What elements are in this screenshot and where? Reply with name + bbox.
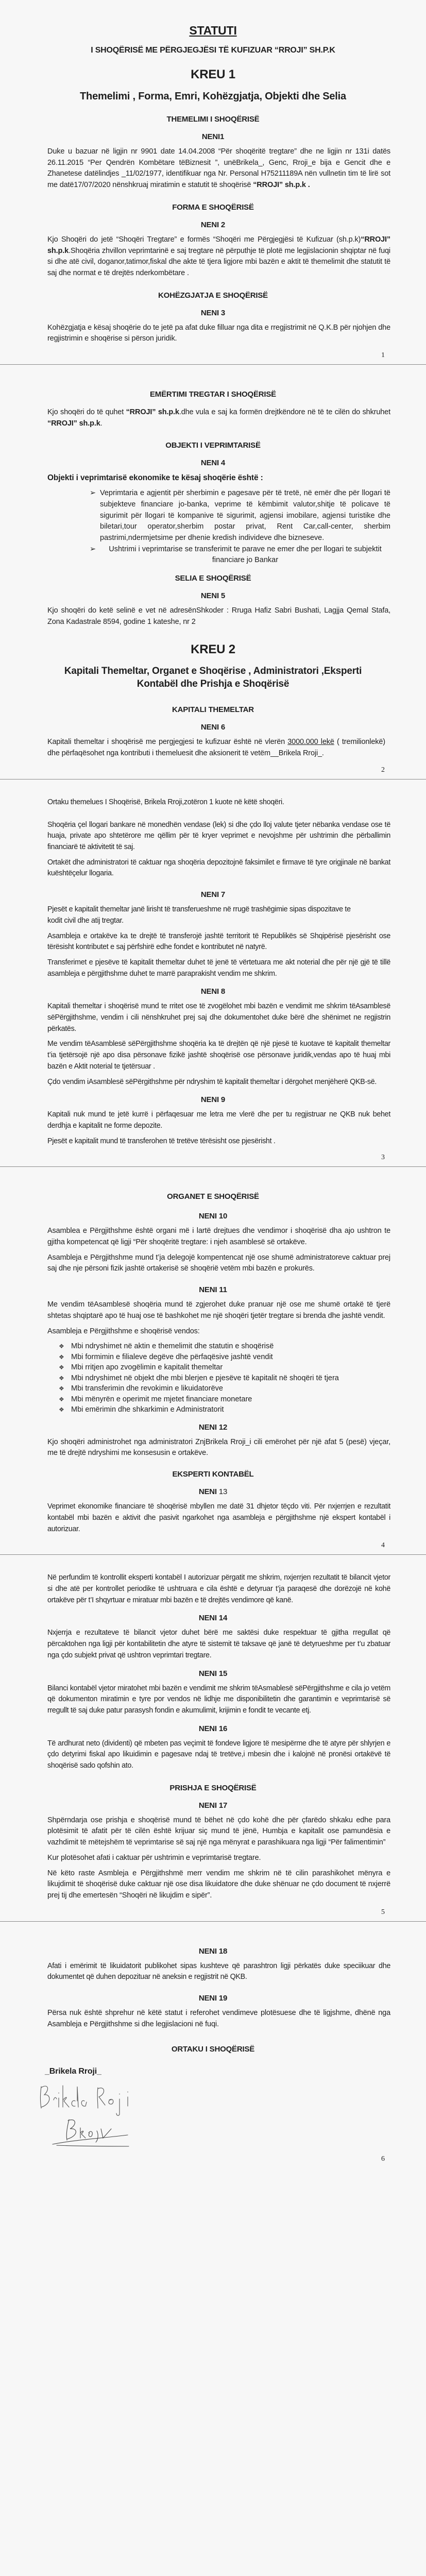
article-number: NENI 11: [199, 1285, 227, 1295]
list-item: [59, 1352, 405, 1363]
chapter-title: KREU 2: [191, 642, 235, 657]
list-item: [90, 488, 390, 544]
diamond-bullet-icon: ❖: [59, 1406, 64, 1414]
arrow-bullet-icon: ➢: [90, 489, 96, 498]
page-6: [0, 1921, 426, 2168]
article-paragraph: Ortakët dhe administratori të caktuar nga shoqëria depozitojnë faksimilet e firmave të tyre origjinale në bankat kuështëçelur llogaria.: [47, 858, 390, 878]
article-number: [0, 1487, 426, 1497]
diamond-bullet-icon: ❖: [59, 1395, 64, 1403]
article-number: NENI1: [201, 132, 225, 141]
diamond-bullet-icon: ❖: [59, 1353, 64, 1361]
article-number: NENI 5: [200, 591, 226, 601]
diamond-bullet-icon: ❖: [59, 1364, 64, 1371]
page-3: [0, 779, 426, 1166]
paragraph-text: .: [100, 419, 103, 428]
article-number: NENI 2: [200, 220, 226, 229]
company-name: “RROJI” sh.p.k: [47, 235, 390, 255]
activity-list: [90, 488, 390, 566]
article-paragraph: Kapitali nuk mund te jetë kurrë i përfaqesuar me letra me vlerë dhe per tu regjistruar ne QKB nuk behet derdhja e kapitalit ne forme depozite.: [47, 1110, 390, 1130]
page-number: 2: [381, 766, 385, 774]
assembly-decisions-list: [59, 1341, 405, 1415]
list-item-text: Mbi ndryshimet në aktin e themelimit dhe statutin e shoqërisë: [71, 1342, 274, 1351]
article-num: 13: [218, 1487, 228, 1497]
list-item-text: Mbi emërimin dhe shkarkimin e Administratorit: [71, 1405, 224, 1414]
list-item-text: Mbi rritjen apo zvogëlimin e kapitalit themeltar: [71, 1363, 223, 1372]
capital-amount: 3000.000 lekë: [287, 738, 334, 747]
article-paragraph: Çdo vendim iAsamblesë sëPërgithshme për ndryshim të kapitalit themeltar i dërgohet menjëherë QKB-së.: [47, 1077, 377, 1086]
article-paragraph: Kjo shoqëri do ketë selinë e vet në adresënShkoder : Rruga Hafiz Sabri Bushati, Lagjja Qemal Stafa, Zona Kadastrale 8594, godine 1 kateshe, nr 2: [47, 606, 390, 626]
page-4: [0, 1166, 426, 1554]
article-paragraph: Përsa nuk është shprehur në këtë statut i referohet vendimeve plotësuese dhe të ligjshme, dhënë nga Asambleja e Përgjithshme si dhe legjislacioni në fuqi.: [47, 2009, 390, 2028]
chapter-subtitle: Kapitali Themeltar, Organet e Shoqërise , Administratori ,Eksperti Kontabël dhe Prishja e Shoqërisë: [64, 666, 362, 690]
signature-initials: [52, 2117, 134, 2148]
section-heading: SELIA E SHOQËRISË: [175, 574, 251, 583]
paragraph-text: ( tremilionlekë) dhe përfaqësohet nga kontributi i themeluesit dhe aksionerit të vetëm__Brikela Rroji_.: [47, 738, 385, 758]
article-number: NENI 10: [198, 1212, 228, 1221]
list-item: [59, 1341, 405, 1352]
article-paragraph: Me vendim tëAsamblesë sëPërgjithshme shoqëria ka të drejtën që një pjesë të kuotave të kapitalit themeltar t’ia tjetërsojë një apo disa përsonave fizikë jashtë shoqërisë ose përsonave juridik,vendas apo të huaj mbi bazën e Aktit noterial te tjetërsuar .: [47, 1040, 390, 1071]
list-item-text: Ushtrimi i veprimtarise se transferimit te parave ne emer dhe per llogari te subjektit financiare jo Bankar: [109, 545, 382, 565]
spacer: [0, 812, 426, 820]
article-paragraph: [47, 234, 390, 279]
page-number: 5: [381, 1908, 385, 1916]
article-paragraph: Bilanci kontabël vjetor miratohet mbi bazën e vendimit me shkrim tëAsmablesë sëPërgjithshme e cila jo vetëm që dokumenton miratimin e tyre por vendos në lidhje me disponibilitetin dhe garantimin e veprimtarisë së rregullt të saj duke patur parasysh fondin e akumulimit, krijimin e fondit te vecante etj.: [47, 1684, 390, 1715]
article-number: NENI 7: [200, 890, 226, 900]
paragraph-text: Kjo shoqëri do të quhet: [47, 408, 126, 417]
article-paragraph: Kohëzgjatja e kësaj shoqërie do te jetë pa afat duke filluar nga dita e rregjistrimit në Q.K.B për njohjen dhe regjistrimin e shoqërise si përson juridik.: [47, 323, 390, 343]
section-heading: ORTAKU I SHOQËRISË: [171, 2045, 255, 2054]
page-2: [0, 364, 426, 779]
company-name: “RROJI” sh.p.k .: [253, 181, 310, 190]
list-item: [59, 1373, 405, 1384]
article-paragraph: Në këto raste Asmbleja e Përgjithshmë merr vendim me shkrim në të cilin parashikohet mënyra e likujdimit të shoqërisë duke caktuar një ose disa likuidatore dhe duke shënuar ne çdo document të nxjerrë prej tij dhe emertesën “Shoqëri në likujdim e sipër”.: [47, 1869, 390, 1900]
list-item-text: Veprimtaria e agjentit për sherbimin e pagesave për të tretë, në emër dhe për llogari të subjekteve financiare jo-banka, veprime të këmbimit valutor,shitje të policave të sigurimit për llogari të kompanive të sigurimit, agjensi imobilare, agjensi turistike dhe biletari,tour operator,sherbim postar privat, Rent Car,call-center, sherbim pastrimi,ndermjetsime per dhenie kredish individeve dhe bizneseve.: [100, 489, 390, 542]
article-number: NENI 15: [198, 1669, 228, 1678]
article-number: NENI 9: [200, 1095, 226, 1105]
article-paragraph: Afati i emërimit të likuidatorit publikohet sipas kushteve që parashtron ligji përkatës duke speciikuar dhe dokumentet që duhen depozituar në aneksin e regjistrit në QKB.: [47, 1961, 390, 1981]
list-item: [59, 1362, 405, 1373]
section-heading: EMËRTIMI TREGTAR I SHOQËRISË: [150, 390, 276, 399]
diamond-bullet-icon: ❖: [59, 1374, 64, 1382]
article-number: NENI 12: [198, 1422, 228, 1432]
page-number: 1: [381, 351, 385, 360]
article-paragraph: [47, 407, 390, 429]
page-number: 3: [381, 1154, 385, 1162]
page-5: [0, 1554, 426, 1921]
paragraph-text: .Shoqëria zhvillon veprimtarinë e saj tregtare në përputhje të plotë me legjislacionin shqiptar në fuqi si dhe atë civil, doganor,tatimor,fiskal dhe akte të tjera ligjore mbi bazën e aktit të themelimit dhe statutit të saj dhe normat e të drejtës nderkombëtare .: [47, 246, 390, 277]
article-paragraph: Asambleja e Përgjithshme e shoqërisë vendos:: [47, 1327, 200, 1335]
chapter-title: KREU 1: [191, 67, 235, 81]
article-paragraph: Në perfundim të kontrollit eksperti kontabël I autorizuar përgatit me shkrim, nxjerrjen rezultatit të bilancit vjetor si dhe atë per kontrollet periodike të ushtruara e cila është e detyruar t’ja paraqesë dhe dorëzojë në kohë ortakëve për t’I shqyrtuar e miratuar mbi bazën e të drejtës vendimore që kanë.: [47, 1573, 390, 1604]
signature-handwritten: [37, 2081, 150, 2117]
section-heading: PRISHJA E SHOQËRISË: [169, 1783, 257, 1792]
page-1: [0, 0, 426, 364]
section-heading: ORGANET E SHOQËRISË: [167, 1192, 259, 1201]
partner-name: _Brikela Rroji_: [45, 2067, 101, 2076]
article-number: NENI 6: [200, 723, 226, 732]
paragraph-text: .dhe vula e saj ka formën drejtkëndore në të te cilën do shkruhet: [179, 408, 390, 417]
chapter-subtitle: Themelimi , Forma, Emri, Kohëzgjatja, Objekti dhe Selia: [80, 91, 346, 102]
article-paragraph: [47, 146, 390, 191]
list-item-text: Mbi ndryshimet në objekt dhe mbi blerjen e pjesëve të kapitalit në shoqëri të tjera: [71, 1374, 339, 1382]
activity-intro: Objekti i veprimtarisë ekonomike te kësaj shoqërie është :: [47, 473, 263, 483]
article-number: NENI 17: [198, 1801, 228, 1810]
article-paragraph: Transferimet e pjesëve të kapitalit themeltar duhet të jenë të vërtetuara me akt noterial dhe për një gjë të tillë asambleja e përgjithshme duhet te marrë paraprakisht vendim me shkrim.: [47, 958, 390, 978]
article-number: NENI 3: [200, 308, 226, 317]
diamond-bullet-icon: ❖: [59, 1343, 64, 1350]
article-number: NENI 14: [198, 1614, 228, 1623]
arrow-bullet-icon: ➢: [90, 545, 96, 553]
article-number: NENI 4: [200, 459, 226, 468]
company-name: “RROJI” sh.p.k: [126, 408, 179, 417]
section-heading: FORMA E SHOQËRISË: [172, 202, 254, 212]
diamond-bullet-icon: ❖: [59, 1385, 64, 1393]
company-name: “RROJI” sh.p.k: [47, 419, 100, 428]
section-heading: THEMELIMI I SHOQËRISË: [166, 115, 260, 124]
section-heading: KAPITALI THEMELTAR: [172, 705, 254, 715]
paragraph-text: Duke u bazuar në ligjin nr 9901 date 14.04.2008 “Për shoqëritë tregtare” dhe ne ligjin nr 131i datës 26.11.2015 “Per Qendrën Kombëtare tëBiznesit ”, unëBrikela_, Genc, Rroji_e bija e Gencit dhe e Zhanetese datëlindjes _11/02/1977, identifikuar nga Nr. Personal H75211189A nën vullnetin tim të lirë sot me datë17/07/2020 nënshkruaj miratimin e statutit të shoqërisë: [47, 147, 390, 190]
page-number: 4: [381, 1541, 385, 1550]
article-paragraph: Kur plotësohet afati i caktuar për ushtrimin e veprimtarisë tregtare.: [47, 1853, 261, 1862]
article-number: NENI 16: [198, 1724, 228, 1733]
document-subtitle: I SHOQËRISË ME PËRGJEGJËSI TË KUFIZUAR “RROJI” SH.P.K: [91, 46, 335, 55]
article-word: NENI: [198, 1487, 217, 1497]
article-paragraph: Ortaku themelues I Shoqërisë, Brikela Rroji,zotëron 1 kuote në këtë shoqëri.: [47, 798, 284, 806]
article-number: NENI 8: [200, 987, 226, 996]
document-title: STATUTI: [189, 24, 237, 37]
section-heading: EKSPERTI KONTABËL: [172, 1470, 254, 1479]
section-heading: OBJEKTI I VEPRIMTARISË: [165, 441, 261, 450]
list-item: [59, 1404, 405, 1415]
paragraph-text: Kapitali themeltar i shoqërisë me pergjegjesi te kufizuar është në vlerën: [47, 738, 288, 747]
article-number: NENI 19: [198, 1994, 228, 2003]
article-paragraph: Me vendim tëAsamblesë shoqëria mund të zgjerohet duke pranuar një ose me shumë ortakë të tjerë shtetas shqiptarë apo të huaj ose të bashkohet me një shoqëri tjetër tregtare si brenda dhe jashtë vendit.: [47, 1300, 390, 1320]
list-item-text: Mbi formimin e filialeve degëve dhe përfaqësive jashtë vendit: [71, 1352, 273, 1361]
article-paragraph: Asamblea e Përgjithshme është organi më i lartë drejtues dhe vendimor i shoqërisë dha ajo ushtron te gjitha kompetencat që ligji “Për shoqëritë tregtare: i njeh asamblesë së ortakëve.: [47, 1227, 390, 1247]
article-paragraph: Të ardhurat neto (dividenti) që mbeten pas veçimit të fondeve ligjore të mesipërme dhe të atyre për shlyrjen e çdo detyrimi fiskal apo likuidimin e pagesave ndaj të tretëve,i mbesin dhe i kalojnë në pronësi ortakëvë të shoqërisë sado qofshin ato.: [47, 1739, 390, 1770]
article-paragraph: Shoqëria çel llogari bankare në monedhën vendase (lek) si dhe çdo lloj valute tjeter nëbanka vendase ose të huaja, private apo shtetërore me qëllim për të kryer veprimet e nevojshme për ushtrimin dhe përballimin financiarë të aktivitetit të saj.: [47, 820, 390, 851]
article-paragraph: Shpërndarja ose prishja e shoqërisë mund të bëhet në çdo kohë dhe për çfarëdo shkaku edhe para plotësimit të afatit për të cilën është krijuar siç mund të jënë, Humbja e kapitalit ose pamundësia e vazhdimit të mëtejshëm të veprimtarise së saj një nga mënyrat e parashikuara nga ligji “Për falimentimin”: [47, 1816, 390, 1847]
list-item: [90, 544, 390, 566]
list-item: [59, 1383, 405, 1394]
article-paragraph: [47, 737, 385, 759]
article-paragraph: Kjo shoqëri administrohet nga administratori ZnjBrikela Rroji_i cili emërohet për një afat 5 (pesë) vjeçar, me të drejtë ndryshimi me konsesusin e ortakëve.: [47, 1437, 390, 1458]
list-item: [59, 1394, 405, 1405]
article-paragraph: Asambleja e ortakëve ka te drejtë të transferojë jashtë territorit të Republikës së Shqipërisë pjesërisht ose tërësisht kontributet e saj përfshirë edhe fondet e kontributet në natyrë.: [47, 931, 390, 952]
article-paragraph: Nxjerrja e rezultateve të bilancit vjetor duhet bërë me saktësi duke respektuar të gjitha rregullat që përcaktohen nga ligji për kontabilitetin dhe atyre të sistemit të taksave që janë të detyrueshme per t’u zbatuar nga çdo subjekt privat që ushtron veprimtari tregtare.: [47, 1629, 390, 1659]
article-paragraph: Asambleja e Përgjithshme mund t’ja delegojë kompentencat një ose shumë administratoreve caktuar prej saj dhe nje përsoni fizik jashtë ortakerisë së shoqërië vetëm mbi bazën e prokurës.: [47, 1253, 390, 1273]
section-heading: KOHËZGJATJA E SHOQËRISË: [158, 291, 268, 300]
paragraph-text: Kjo Shoqëri do jetë “Shoqëri Tregtare” e formës “Shoqëri me Përgjegjësi të Kufizuar (sh.p.k): [47, 235, 361, 244]
article-paragraph: Pjesët e kapitalit mund të transferohen të tretëve tërësisht ose pjesërisht .: [47, 1137, 276, 1145]
article-number: NENI 18: [198, 1946, 228, 1956]
article-paragraph: Pjesët e kapitalit themeltar janë lirisht të transferueshme në rrugë trashëgimie sipas dispozitave te kodit civil dhe atij tregtar.: [47, 905, 351, 925]
page-number: 6: [381, 2155, 385, 2163]
article-paragraph: Veprimet ekonomike financiare të shoqërisë mbyllen me datë 31 dhjetor tëçdo viti. Për nxjerrjen e rezultatit kontabël mbi bazën e aktivit dhe pasivit ngarkohet nga asambleja e përgjithshme një ekspert kontabël i autorizuar.: [47, 1502, 390, 1533]
list-item-text: Mbi transferimin dhe revokimin e likuidatorëve: [71, 1384, 223, 1393]
list-item-text: Mbi mënyrën e operimit me mjetet financiare monetare: [71, 1395, 252, 1403]
article-paragraph: Kapitali themeltar i shoqërisë mund te rritet ose të zvogëlohet mbi bazën e vendimit me shkrim tëAsamblesë sëPërgjithshme, vendim i cili nënshkruhet prej saj dhe dokumentohet duke bërë dhe shënimet ne regjistrin përkatës.: [47, 1002, 390, 1033]
